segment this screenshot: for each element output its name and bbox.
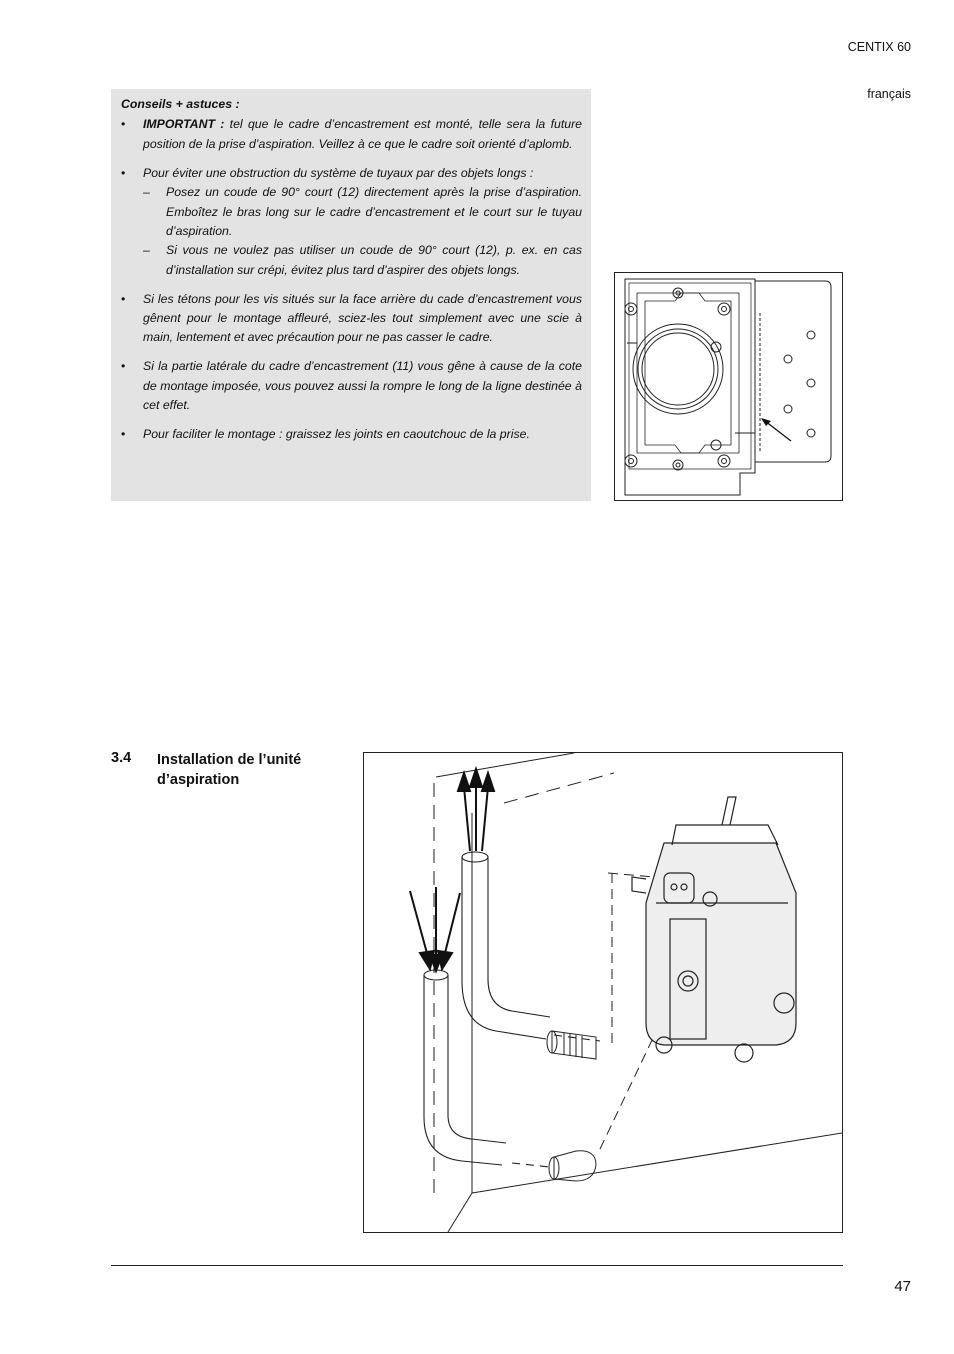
tip-subitem: – Posez un coude de 90° court (12) directement après la prise d’aspiration. Emboîtez le bras long sur le cadre d’encastrement et le court sur le tuyau d’aspiration.	[143, 183, 582, 241]
tip-item	[121, 164, 582, 280]
tips-box	[111, 89, 591, 501]
tip-subitem: – Si vous ne voulez pas utiliser un coude de 90° court (12), p. ex. en cas d’installation sur crépi, évitez plus tard d’aspirer des objets longs.	[143, 241, 582, 280]
tip-item: • Pour faciliter le montage : graissez les joints en caoutchouc de la prise.	[121, 425, 582, 444]
installation-figure	[363, 752, 843, 1233]
tip-text: tel que le cadre d’encastrement est monté, telle sera la future position de la prise d’aspiration. Veillez à ce que le cadre soit orienté d’aplomb.	[143, 117, 583, 151]
header-model: CENTIX 60	[847, 40, 911, 54]
header-language: français	[867, 87, 911, 101]
tip-item: • Si la partie latérale du cadre d’encastrement (11) vous gêne à cause de la cote de montage imposée, vous pouvez aussi la rompre le long de la ligne destinée à cet effet.	[121, 357, 582, 415]
tip-sublist	[143, 183, 582, 280]
page-number: 47	[894, 1278, 911, 1295]
frame-figure	[614, 272, 843, 501]
mounting-frame-illustration	[615, 273, 842, 500]
tip-text: Pour éviter une obstruction du système de tuyaux par des objets longs :	[143, 165, 534, 180]
tip-strong: IMPORTANT :	[143, 117, 225, 132]
section-number: 3.4	[111, 750, 132, 766]
tips-list	[121, 115, 582, 444]
tip-item: • Si les tétons pour les vis situés sur la face arrière du cade d’encastrement vous gênent pour le montage affleuré, sciez-les tout simplement avec une scie à main, lentement et avec précaution pour ne pas casser le cadre.	[121, 290, 582, 348]
vacuum-installation-illustration	[364, 753, 842, 1232]
tip-item	[121, 115, 582, 154]
footer-rule	[111, 1265, 843, 1266]
tips-title: Conseils + astuces :	[121, 97, 240, 111]
section-title: Installation de l’unité d’aspiration	[157, 752, 302, 788]
